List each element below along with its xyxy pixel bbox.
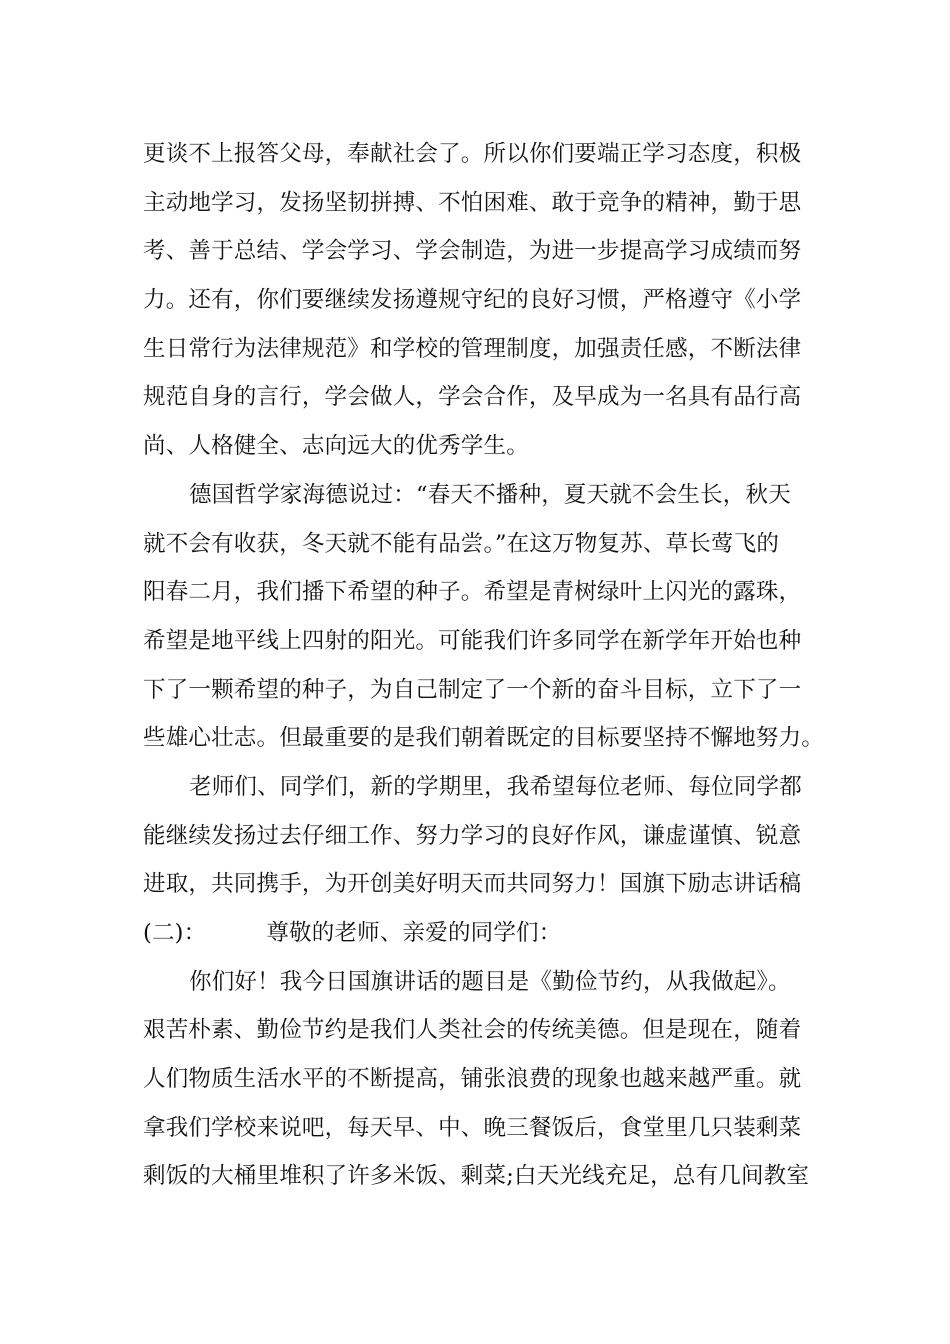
- text-line: 艰苦朴素、勤俭节约是我们人类社会的传统美德。但是现在，随着: [143, 1017, 802, 1044]
- text-line: 你们好！我今日国旗讲话的题目是《勤俭节约，从我做起》。: [189, 968, 791, 995]
- text-line: 老师们、同学们，新的学期里，我希望每位老师、每位同学都: [189, 773, 802, 800]
- text-line: 德国哲学家海德说过：“春天不播种，夏天就不会生长，秋天: [189, 481, 791, 508]
- text-line: 力。还有，你们要继续发扬遵规守纪的良好习惯，严格遵守《小学: [143, 287, 802, 314]
- text-line: 剩饭的大桶里堆积了许多米饭、剩菜;白天光线充足，总有几间教室: [143, 1163, 810, 1190]
- speech-body-text: [143, 130, 825, 1201]
- text-line: 些雄心壮志。但最重要的是我们朝着既定的目标要坚持不懈地努力。: [143, 725, 825, 752]
- text-line: 主动地学习，发扬坚韧拼搏、不怕困难、敢于竞争的精神，勤于思: [143, 189, 802, 216]
- text-line: 下了一颗希望的种子，为自己制定了一个新的奋斗目标，立下了一: [143, 676, 802, 703]
- text-line: 就不会有收获，冬天就不能有品尝。”在这万物复苏、草长莺飞的: [143, 530, 780, 557]
- text-line: 生日常行为法律规范》和学校的管理制度，加强责任感，不断法律: [143, 335, 802, 362]
- text-line: 更谈不上报答父母，奉献社会了。所以你们要端正学习态度，积极: [143, 141, 802, 167]
- subtitle-number: (二)：: [143, 920, 207, 946]
- text-line: [143, 909, 813, 958]
- text-line: 能继续发扬过去仔细工作、努力学习的良好作风，谦虚谨慎、锐意: [143, 822, 802, 849]
- text-line: 考、善于总结、学会学习、学会制造，为进一步提高学习成绩而努: [143, 238, 802, 265]
- text-line: 拿我们学校来说吧，每天早、中、晚三餐饭后，食堂里几只装剩菜: [143, 1114, 802, 1141]
- text-line: 希望是地平线上四射的阳光。可能我们许多同学在新学年开始也种: [143, 627, 802, 654]
- text-line: 尚、人格健全、志向远大的优秀学生。: [143, 433, 529, 460]
- text-line: 人们物质生活水平的不断提高，铺张浪费的现象也越来越严重。就: [143, 1066, 802, 1093]
- greeting: 尊敬的老师、亲爱的同学们：: [266, 920, 562, 946]
- text-line: 进取，共同携手，为开创美好明天而共同努力！国旗下励志讲话稿: [143, 871, 802, 898]
- text-line: 阳春二月，我们播下希望的种子。希望是青树绿叶上闪光的露珠，: [143, 579, 802, 606]
- text-line: 规范自身的言行，学会做人，学会合作，及早成为一名具有品行高: [143, 384, 802, 411]
